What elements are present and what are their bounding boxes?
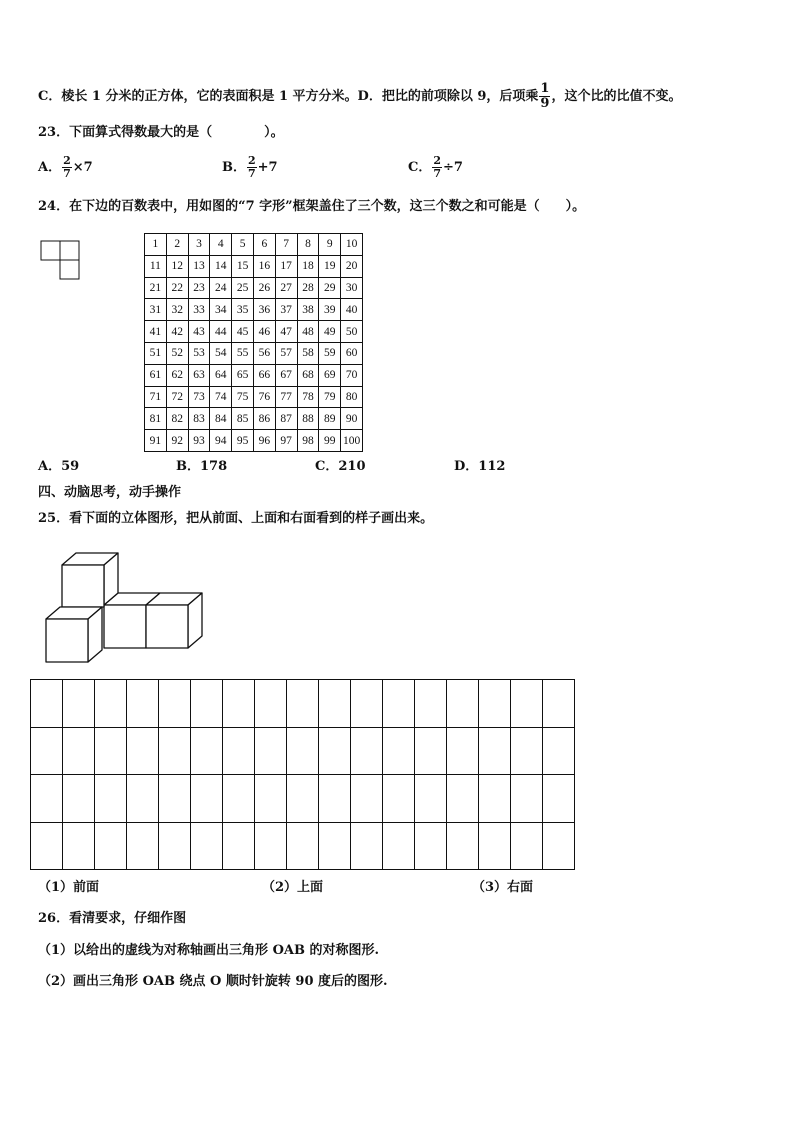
hundred-chart-cell: 43 [188,321,210,343]
grid-cell[interactable] [383,775,415,823]
hundred-chart-row [145,321,363,343]
option-c-d-line [38,82,681,111]
q26-instruction-2: （2）画出三角形 OAB 绕点 O 顺时针旋转 90 度后的图形. [38,974,388,989]
hundred-chart-cell: 54 [210,342,232,364]
hundred-chart-cell: 26 [253,277,275,299]
hundred-chart-cell: 38 [297,299,319,321]
grid-cell[interactable] [255,680,287,728]
question-25-stem: 25．看下面的立体图形，把从前面、上面和右面看到的样子画出来。 [38,511,434,526]
grid-row [31,680,575,728]
grid-cell[interactable] [255,727,287,775]
grid-cell[interactable] [415,822,447,870]
hundred-chart-cell: 29 [319,277,341,299]
hundred-chart-cell: 47 [275,321,297,343]
grid-cell[interactable] [351,727,383,775]
grid-cell[interactable] [31,775,63,823]
hundred-chart-cell: 45 [232,321,254,343]
hundred-chart-cell: 17 [275,255,297,277]
hundred-chart-cell: 70 [341,364,363,386]
option-label: B． [222,160,246,175]
grid-cell[interactable] [31,727,63,775]
q24-option-c[interactable]: C．210 [315,459,366,474]
hundred-chart-cell: 12 [166,255,188,277]
grid-cell[interactable] [63,727,95,775]
hundred-chart-cell: 51 [145,342,167,364]
hundred-chart-cell: 62 [166,364,188,386]
hundred-chart-cell: 18 [297,255,319,277]
hundred-chart-cell: 22 [166,277,188,299]
hundred-chart-cell: 72 [166,386,188,408]
option-c-d-text: C．棱长 1 分米的正方体，它的表面积是 1 平方分米。D．把比的前项除以 9，后项乘 [38,89,539,104]
hundred-chart-cell: 2 [166,234,188,256]
hundred-chart-cell: 83 [188,408,210,430]
hundred-chart-cell: 89 [319,408,341,430]
grid-cell[interactable] [511,822,543,870]
hundred-chart-cell: 6 [253,234,275,256]
hundred-chart-cell: 53 [188,342,210,364]
fraction-numerator: 2 [433,154,442,167]
hundred-chart-cell: 90 [341,408,363,430]
hundred-chart-row [145,299,363,321]
hundred-chart-cell: 100 [341,430,363,452]
grid-cell[interactable] [383,822,415,870]
hundred-chart-row [145,364,363,386]
hundred-chart-cell: 60 [341,342,363,364]
hundred-chart-cell: 31 [145,299,167,321]
option-expression: ×7 [72,160,93,175]
hundred-chart-cell: 96 [253,430,275,452]
hundred-chart-cell: 74 [210,386,232,408]
grid-cell[interactable] [63,775,95,823]
hundred-chart-cell: 75 [232,386,254,408]
grid-cell[interactable] [351,775,383,823]
hundred-chart-cell: 69 [319,364,341,386]
fraction-numerator: 1 [540,81,550,96]
hundred-chart-table [144,233,363,452]
hundred-chart-cell: 97 [275,430,297,452]
grid-cell[interactable] [159,775,191,823]
hundred-chart-cell: 98 [297,430,319,452]
hundred-chart-cell: 76 [253,386,275,408]
hundred-chart-cell: 20 [341,255,363,277]
hundred-chart-cell: 84 [210,408,232,430]
grid-cell[interactable] [511,727,543,775]
hundred-chart-cell: 79 [319,386,341,408]
hundred-chart-cell: 4 [210,234,232,256]
hundred-chart-cell: 63 [188,364,210,386]
hundred-chart-cell: 34 [210,299,232,321]
grid-cell[interactable] [127,822,159,870]
option-label: A． [38,160,62,175]
hundred-chart-cell: 36 [253,299,275,321]
hundred-chart-cell: 91 [145,430,167,452]
hundred-chart-cell: 77 [275,386,297,408]
hundred-chart-cell: 7 [275,234,297,256]
grid-cell[interactable] [255,775,287,823]
grid-cell[interactable] [127,727,159,775]
hundred-chart-cell: 16 [253,255,275,277]
grid-cell[interactable] [127,680,159,728]
question-26-stem: 26．看清要求，仔细作图 [38,911,187,926]
section-4-heading: 四、动脑思考，动手操作 [38,485,182,500]
grid-row [31,727,575,775]
hundred-chart-cell: 85 [232,408,254,430]
q24-option-d[interactable]: D．112 [454,459,506,474]
hundred-chart-row [145,255,363,277]
hundred-chart-cell: 92 [166,430,188,452]
hundred-chart-cell: 88 [297,408,319,430]
hundred-chart-cell: 46 [253,321,275,343]
grid-cell[interactable] [447,727,479,775]
hundred-chart-row [145,234,363,256]
q23-option-b[interactable] [222,155,278,180]
grid-cell[interactable] [287,775,319,823]
hundred-chart-cell: 95 [232,430,254,452]
grid-cell[interactable] [479,775,511,823]
hundred-chart-cell: 3 [188,234,210,256]
grid-cell[interactable] [31,822,63,870]
grid-cell[interactable] [159,727,191,775]
grid-cell[interactable] [95,775,127,823]
fraction-2-7 [247,155,257,180]
grid-row [31,775,575,823]
grid-cell[interactable] [511,775,543,823]
hundred-chart-cell: 39 [319,299,341,321]
grid-cell[interactable] [351,680,383,728]
grid-cell[interactable] [127,775,159,823]
grid-cell[interactable] [319,680,351,728]
hundred-chart-cell: 78 [297,386,319,408]
option-expression: +7 [257,160,278,175]
question-23-stem: 23．下面算式得数最大的是（ ）。 [38,125,284,140]
grid-cell[interactable] [287,680,319,728]
hundred-chart-cell: 61 [145,364,167,386]
hundred-chart-cell: 25 [232,277,254,299]
grid-cell[interactable] [191,775,223,823]
grid-cell[interactable] [191,680,223,728]
grid-cell[interactable] [383,680,415,728]
fraction-denominator: 9 [540,96,550,111]
fraction-denominator: 7 [248,167,256,180]
hundred-chart-cell: 64 [210,364,232,386]
grid-cell[interactable] [319,727,351,775]
hundred-chart-cell: 42 [166,321,188,343]
grid-cell[interactable] [287,727,319,775]
grid-cell[interactable] [191,727,223,775]
hundred-chart-cell: 67 [275,364,297,386]
fraction-2-7 [432,155,442,180]
hundred-chart-cell: 40 [341,299,363,321]
fraction-one-ninth [539,82,550,111]
grid-cell[interactable] [191,822,223,870]
grid-cell[interactable] [543,775,575,823]
hundred-chart-cell: 93 [188,430,210,452]
grid-cell[interactable] [415,680,447,728]
hundred-chart-cell: 59 [319,342,341,364]
hundred-chart-cell: 30 [341,277,363,299]
fraction-numerator: 2 [248,154,256,167]
hundred-chart-cell: 1 [145,234,167,256]
hundred-chart-cell: 66 [253,364,275,386]
q24-option-b[interactable]: B．178 [176,459,228,474]
fraction-denominator: 7 [63,167,71,180]
hundred-chart-row [145,386,363,408]
grid-cell[interactable] [319,822,351,870]
grid-cell[interactable] [543,680,575,728]
hundred-chart-cell: 56 [253,342,275,364]
hundred-chart-cell: 21 [145,277,167,299]
grid-cell[interactable] [351,822,383,870]
hundred-chart-cell: 73 [188,386,210,408]
grid-cell[interactable] [63,680,95,728]
option-label: C． [408,160,432,175]
drawing-grid[interactable] [30,679,575,870]
grid-cell[interactable] [95,727,127,775]
hundred-chart-cell: 55 [232,342,254,364]
hundred-chart-cell: 19 [319,255,341,277]
grid-cell[interactable] [287,822,319,870]
grid-cell[interactable] [159,680,191,728]
q26-instruction-1: （1）以给出的虚线为对称轴画出三角形 OAB 的对称图形. [38,943,380,958]
grid-cell[interactable] [383,727,415,775]
view-label-top: （2）上面 [262,880,324,895]
hundred-chart-cell: 9 [319,234,341,256]
hundred-chart-cell: 10 [341,234,363,256]
hundred-chart-cell: 57 [275,342,297,364]
hundred-chart-cell: 8 [297,234,319,256]
grid-cell[interactable] [223,822,255,870]
hundred-chart-cell: 11 [145,255,167,277]
grid-cell[interactable] [511,680,543,728]
hundred-chart-cell: 41 [145,321,167,343]
hundred-chart-cell: 28 [297,277,319,299]
fraction-2-7 [62,155,72,180]
hundred-chart-cell: 52 [166,342,188,364]
hundred-chart-cell: 35 [232,299,254,321]
hundred-chart-cell: 65 [232,364,254,386]
grid-cell[interactable] [95,680,127,728]
hundred-chart-row [145,408,363,430]
grid-cell[interactable] [479,680,511,728]
grid-cell[interactable] [31,680,63,728]
hundred-chart-cell: 13 [188,255,210,277]
grid-cell[interactable] [95,822,127,870]
hundred-chart-row [145,277,363,299]
hundred-chart-row [145,342,363,364]
option-expression: ÷7 [443,160,463,175]
q23-option-c[interactable] [408,155,463,180]
fraction-denominator: 7 [433,167,442,180]
hundred-chart-cell: 49 [319,321,341,343]
question-24-stem: 24．在下边的百数表中，用如图的“7 字形”框架盖住了三个数，这三个数之和可能是（ ）。 [38,199,586,214]
view-label-front: （1）前面 [38,880,100,895]
hundred-chart-cell: 5 [232,234,254,256]
hundred-chart-cell: 23 [188,277,210,299]
q24-option-a[interactable]: A．59 [38,459,80,474]
grid-cell[interactable] [223,680,255,728]
grid-row [31,822,575,870]
hundred-chart-cell: 33 [188,299,210,321]
grid-cell[interactable] [415,775,447,823]
hundred-chart-cell: 50 [341,321,363,343]
grid-cell[interactable] [415,727,447,775]
grid-cell[interactable] [223,775,255,823]
hundred-chart-cell: 14 [210,255,232,277]
hundred-chart-cell: 87 [275,408,297,430]
hundred-chart-cell: 81 [145,408,167,430]
hundred-chart-cell: 32 [166,299,188,321]
grid-cell[interactable] [447,680,479,728]
view-label-right: （3）右面 [472,880,534,895]
hundred-chart-cell: 99 [319,430,341,452]
hundred-chart-cell: 15 [232,255,254,277]
grid-cell[interactable] [543,822,575,870]
hundred-chart-cell: 44 [210,321,232,343]
grid-cell[interactable] [255,822,287,870]
hundred-chart-cell: 24 [210,277,232,299]
grid-cell[interactable] [223,727,255,775]
hundred-chart-cell: 27 [275,277,297,299]
hundred-chart-cell: 58 [297,342,319,364]
hundred-chart-cell: 82 [166,408,188,430]
grid-cell[interactable] [159,822,191,870]
fraction-numerator: 2 [63,154,71,167]
seven-shape-frame-icon [40,240,82,282]
hundred-chart-row [145,430,363,452]
grid-cell[interactable] [479,727,511,775]
hundred-chart-cell: 94 [210,430,232,452]
hundred-chart-cell: 80 [341,386,363,408]
hundred-chart-cell: 37 [275,299,297,321]
grid-cell[interactable] [63,822,95,870]
cube-solid-figure [44,548,209,666]
grid-cell[interactable] [479,822,511,870]
hundred-chart-cell: 48 [297,321,319,343]
hundred-chart-cell: 86 [253,408,275,430]
option-d-suffix: ，这个比的比值不变。 [551,89,682,104]
hundred-chart-cell: 71 [145,386,167,408]
grid-cell[interactable] [543,727,575,775]
grid-cell[interactable] [447,822,479,870]
grid-cell[interactable] [447,775,479,823]
hundred-chart-cell: 68 [297,364,319,386]
grid-cell[interactable] [319,775,351,823]
q23-option-a[interactable] [38,155,93,180]
